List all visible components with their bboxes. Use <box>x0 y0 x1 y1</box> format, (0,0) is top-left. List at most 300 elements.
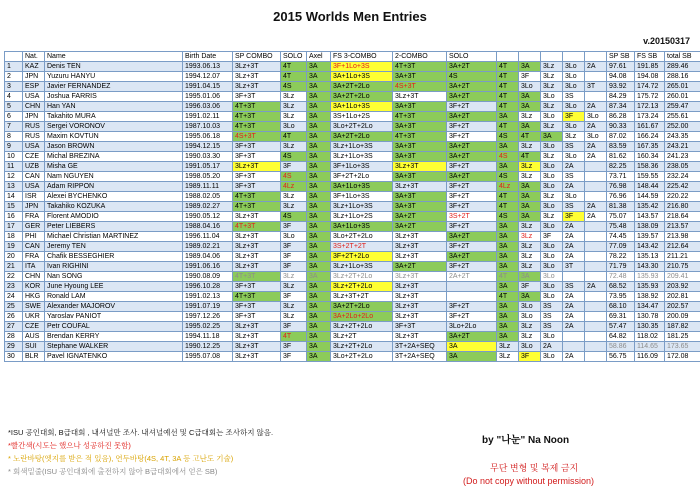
cell-fs-3combo: 3S+2T+2T <box>331 242 393 252</box>
cell-birth: 1991.04.15 <box>183 82 233 92</box>
cell-s3: 3A <box>519 212 541 222</box>
cell-sp-combo: 4T+3T <box>233 292 281 302</box>
cell-fs-sb: 135.42 <box>635 202 665 212</box>
cell-s3: 3Lz <box>519 252 541 262</box>
cell-s6: 3T <box>585 82 607 92</box>
cell-fs-sb: 143.57 <box>635 212 665 222</box>
cell-sp-sb: 97.61 <box>607 62 635 72</box>
cell-s1: 3F+2T <box>447 222 497 232</box>
cell-total-sb: 252.00 <box>665 122 700 132</box>
cell-sp-sb: 81.62 <box>607 152 635 162</box>
cell-birth: 1990.05.12 <box>183 212 233 222</box>
cell-s4: 3Lo <box>541 222 563 232</box>
cell-s2: 3A <box>497 282 519 292</box>
cell-name: Jason BROWN <box>45 142 183 152</box>
cell-axel: 3A <box>307 152 331 162</box>
cell-sp-solo: 3Lz <box>281 312 307 322</box>
cell-s4: 3Lz <box>541 102 563 112</box>
cell-s4: 3Lo <box>541 112 563 122</box>
cell-birth: 1987.10.03 <box>183 122 233 132</box>
cell-s6 <box>585 182 607 192</box>
cell-birth: 1990.08.09 <box>183 272 233 282</box>
cell-name: Javier FERNANDEZ <box>45 82 183 92</box>
cell-total-sb: 243.35 <box>665 132 700 142</box>
cell-sp-solo: 4T <box>281 332 307 342</box>
cell-sp-combo: 3Lz+3T <box>233 252 281 262</box>
cell-nat: CHN <box>23 272 45 282</box>
cell-axel: 3A <box>307 192 331 202</box>
cell-s5: 3F <box>563 212 585 222</box>
cell-fs-sb: 138.92 <box>635 292 665 302</box>
cell-total-sb: 238.05 <box>665 162 700 172</box>
cell-fs-sb: 118.02 <box>635 332 665 342</box>
cell-sp-sb: 57.47 <box>607 322 635 332</box>
cell-s6 <box>585 242 607 252</box>
cell-s2: 3Lz <box>497 342 519 352</box>
cell-sp-combo: 4T+3T <box>233 122 281 132</box>
cell-s3: 3Lz <box>519 222 541 232</box>
cell-no: 9 <box>5 142 23 152</box>
table-row <box>5 152 700 162</box>
cell-s5: 2A <box>563 222 585 232</box>
cell-fs-3combo: 3Lo+2T+2Lo <box>331 352 393 362</box>
cell-s3: 3Lz <box>519 142 541 152</box>
cell-s5: 3Lo <box>563 72 585 82</box>
cell-s4: 3Lo <box>541 262 563 272</box>
cell-sp-solo: 3F <box>281 242 307 252</box>
cell-s3: 3Lz <box>519 112 541 122</box>
cell-axel: 3A <box>307 142 331 152</box>
cell-nat: UZB <box>23 162 45 172</box>
cell-s2: 4T <box>497 72 519 82</box>
table-row <box>5 302 700 312</box>
cell-sp-combo: 4T+3T <box>233 202 281 212</box>
cell-name: Maxim KOVTUN <box>45 132 183 142</box>
cell-s2: 4Lz <box>497 182 519 192</box>
cell-fs-2combo: 3Lz+3T <box>393 272 447 282</box>
cell-s2: 3A <box>497 332 519 342</box>
note-scope: *ISU 공인대회, B급대회 , 내셔널만 조사. 내셔널예선 및 C급대회는 조사하지 않음. <box>8 428 274 437</box>
cell-fs-3combo: 3A+1Lo+3S <box>331 222 393 232</box>
cell-s6 <box>585 322 607 332</box>
cell-s5: 2A <box>563 162 585 172</box>
cell-nat: SWE <box>23 302 45 312</box>
cell-sp-combo: 3Lz+3T <box>233 352 281 362</box>
column-header: Axel <box>307 52 331 62</box>
cell-nat: GER <box>23 222 45 232</box>
table-row <box>5 62 700 72</box>
cell-s5: 3Lo <box>563 192 585 202</box>
cell-total-sb: 216.80 <box>665 202 700 212</box>
cell-fs-2combo: 3A+3T <box>393 102 447 112</box>
cell-nat: BLR <box>23 352 45 362</box>
cell-birth: 1990.12.25 <box>183 342 233 352</box>
cell-no: 1 <box>5 62 23 72</box>
cell-fs-sb: 143.42 <box>635 242 665 252</box>
cell-s3: 3F <box>519 282 541 292</box>
cell-fs-2combo: 3Lz+3T <box>393 332 447 342</box>
cell-sp-sb: 75.48 <box>607 222 635 232</box>
cell-sp-sb: 93.92 <box>607 82 635 92</box>
cell-s5 <box>563 272 585 282</box>
cell-s6: 2A <box>585 102 607 112</box>
cell-name: Michael Christian MARTINEZ <box>45 232 183 242</box>
cell-nat: SUI <box>23 342 45 352</box>
note-gray: * 회색밑줄(ISU 공인대회에 출전하지 않아 B급대회에서 얻은 SB) <box>8 467 218 476</box>
cell-sp-combo: 3F+3T <box>233 172 281 182</box>
cell-sp-sb: 64.82 <box>607 332 635 342</box>
cell-s6 <box>585 312 607 322</box>
cell-s3: 3F <box>519 72 541 82</box>
cell-birth: 1991.02.13 <box>183 292 233 302</box>
cell-s3: 3A <box>519 122 541 132</box>
cell-s4: 3Lo <box>541 292 563 302</box>
cell-axel: 3A <box>307 182 331 192</box>
cell-fs-2combo: 3A+3T <box>393 142 447 152</box>
cell-nat: HKG <box>23 292 45 302</box>
cell-s1: 3F+2T <box>447 192 497 202</box>
column-header: Name <box>45 52 183 62</box>
cell-sp-solo: 4S <box>281 212 307 222</box>
cell-s5: 2A <box>563 292 585 302</box>
cell-total-sb: 202.81 <box>665 292 700 302</box>
cell-sp-combo: 3F+3T <box>233 302 281 312</box>
cell-s1: 3A+2T <box>447 62 497 72</box>
cell-fs-2combo: 3Lz+3T <box>393 162 447 172</box>
cell-s5: 3S <box>563 172 585 182</box>
cell-s5: 2A <box>563 352 585 362</box>
cell-sp-combo: 3Lz+3T <box>233 322 281 332</box>
cell-s3: 3Lo <box>519 342 541 352</box>
cell-fs-3combo: 3Lz+1Lo+3S <box>331 262 393 272</box>
cell-fs-2combo: 3Lz+3T <box>393 282 447 292</box>
cell-s2: 4T <box>497 92 519 102</box>
cell-total-sb: 225.42 <box>665 182 700 192</box>
cell-s3: 3A <box>519 272 541 282</box>
cell-s6: 3Lo <box>585 132 607 142</box>
cell-s4: 2A <box>541 342 563 352</box>
cell-s2: 3A <box>497 142 519 152</box>
cell-s6 <box>585 162 607 172</box>
column-header: SP SB <box>607 52 635 62</box>
cell-s5 <box>563 332 585 342</box>
cell-fs-sb: 172.13 <box>635 102 665 112</box>
cell-sp-sb: 73.71 <box>607 172 635 182</box>
cell-nat: RUS <box>23 122 45 132</box>
cell-fs-3combo: 3S+1Lo+2S <box>331 112 393 122</box>
cell-s1 <box>447 292 497 302</box>
cell-fs-sb: 134.47 <box>635 302 665 312</box>
cell-fs-3combo: 3F+2T+2Lo <box>331 172 393 182</box>
cell-s1: 3F+2T <box>447 102 497 112</box>
column-header: SOLO <box>447 52 497 62</box>
cell-s3: 3A <box>519 292 541 302</box>
cell-s5: 3S <box>563 92 585 102</box>
cell-s3: 3A <box>519 202 541 212</box>
cell-s6 <box>585 292 607 302</box>
cell-s5: 2A <box>563 252 585 262</box>
cell-s2: 4S <box>497 172 519 182</box>
table-row <box>5 272 700 282</box>
cell-total-sb: 202.57 <box>665 302 700 312</box>
cell-s1: 3A <box>447 342 497 352</box>
cell-total-sb: 181.25 <box>665 332 700 342</box>
cell-sp-sb: 87.02 <box>607 132 635 142</box>
cell-s1: 3Lo+2Lo <box>447 322 497 332</box>
cell-sp-solo: 3Lz <box>281 92 307 102</box>
cell-fs-3combo: 3A+1Lo+3S <box>331 102 393 112</box>
cell-s5: 3S <box>563 282 585 292</box>
cell-fs-sb: 173.24 <box>635 112 665 122</box>
cell-no: 19 <box>5 242 23 252</box>
cell-sp-sb: 81.38 <box>607 202 635 212</box>
cell-sp-combo: 4T+3T <box>233 272 281 282</box>
cell-sp-combo: 3F+3T <box>233 282 281 292</box>
cell-name: Nam NGUYEN <box>45 172 183 182</box>
cell-sp-sb: 76.98 <box>607 182 635 192</box>
cell-s4: 3Lo <box>541 252 563 262</box>
cell-no: 15 <box>5 202 23 212</box>
cell-s1: 4S <box>447 72 497 82</box>
cell-sp-solo: 3Lo <box>281 232 307 242</box>
cell-fs-sb: 130.35 <box>635 322 665 332</box>
cell-s4: 3Lo <box>541 282 563 292</box>
cell-sp-solo: 3Lz <box>281 112 307 122</box>
cell-s1: 3A+2T <box>447 232 497 242</box>
cell-axel: 3A <box>307 102 331 112</box>
table-row <box>5 162 700 172</box>
cell-fs-2combo: 3A+3T <box>393 172 447 182</box>
cell-s6 <box>585 302 607 312</box>
cell-no: 3 <box>5 82 23 92</box>
cell-s4: 3Lo <box>541 272 563 282</box>
cell-birth: 1994.11.18 <box>183 332 233 342</box>
cell-name: Michal BREZINA <box>45 152 183 162</box>
cell-sp-sb: 77.09 <box>607 242 635 252</box>
cell-fs-sb: 138.09 <box>635 222 665 232</box>
cell-axel: 3A <box>307 352 331 362</box>
author-byline: by "나눈" Na Noon <box>482 435 570 446</box>
cell-axel: 3A <box>307 212 331 222</box>
cell-sp-solo: 3F <box>281 262 307 272</box>
table-row <box>5 232 700 242</box>
cell-sp-solo: 4T <box>281 62 307 72</box>
cell-sp-sb: 90.33 <box>607 122 635 132</box>
cell-sp-combo: 3F+3T <box>233 142 281 152</box>
cell-sp-solo: 3Lz <box>281 192 307 202</box>
cell-axel: 3A <box>307 162 331 172</box>
cell-fs-sb: 116.09 <box>635 352 665 362</box>
cell-fs-3combo: 3Lo+2T+2Lo <box>331 122 393 132</box>
column-header: FS 3-COMBO <box>331 52 393 62</box>
cell-total-sb: 203.92 <box>665 282 700 292</box>
cell-s3: 3A <box>519 92 541 102</box>
cell-no: 14 <box>5 192 23 202</box>
cell-s3: 3Lo <box>519 82 541 92</box>
cell-fs-3combo: 3A+2T+2Lo <box>331 82 393 92</box>
cell-s6 <box>585 262 607 272</box>
cell-fs-sb: 159.55 <box>635 172 665 182</box>
cell-s2: 3A <box>497 112 519 122</box>
cell-s3: 3Lz <box>519 332 541 342</box>
cell-no: 25 <box>5 302 23 312</box>
cell-fs-3combo: 3Lz+1Lo+3S <box>331 152 393 162</box>
cell-birth: 1989.11.11 <box>183 182 233 192</box>
cell-s4: 3Lo <box>541 182 563 192</box>
cell-s5: 3Lo <box>563 82 585 92</box>
cell-birth: 1988.04.16 <box>183 222 233 232</box>
cell-no: 26 <box>5 312 23 322</box>
cell-s2: 3A <box>497 232 519 242</box>
column-header: 2-COMBO <box>393 52 447 62</box>
cell-name: Alexander MAJOROV <box>45 302 183 312</box>
cell-sp-sb: 84.29 <box>607 92 635 102</box>
column-header: SOLO <box>281 52 307 62</box>
cell-sp-solo: 3Lz <box>281 282 307 292</box>
cell-sp-solo: 3F <box>281 292 307 302</box>
cell-axel: 3A <box>307 232 331 242</box>
entries-table <box>4 51 700 362</box>
table-row <box>5 182 700 192</box>
cell-no: 6 <box>5 112 23 122</box>
cell-total-sb: 220.22 <box>665 192 700 202</box>
table-row <box>5 92 700 102</box>
cell-birth: 1991.06.16 <box>183 262 233 272</box>
column-header: total SB <box>665 52 700 62</box>
cell-s4: 3Lo <box>541 202 563 212</box>
cell-sp-sb: 82.25 <box>607 162 635 172</box>
column-header: Nat. <box>23 52 45 62</box>
cell-s3: 3A <box>519 182 541 192</box>
cell-s1: 3A+2T <box>447 152 497 162</box>
cell-fs-2combo: 3F+3T <box>393 322 447 332</box>
cell-fs-2combo: 3Lz+3T <box>393 232 447 242</box>
cell-name: Denis TEN <box>45 62 183 72</box>
cell-s5: 2A <box>563 242 585 252</box>
cell-s4: 3Lz <box>541 212 563 222</box>
cell-s4: 3Lo <box>541 92 563 102</box>
cell-axel: 3A <box>307 172 331 182</box>
cell-fs-3combo: 3Lo+2T+2Lo <box>331 232 393 242</box>
cell-no: 20 <box>5 252 23 262</box>
cell-sp-sb: 69.31 <box>607 312 635 322</box>
cell-birth: 1989.02.27 <box>183 202 233 212</box>
cell-s1: 3S+2T <box>447 212 497 222</box>
cell-s6 <box>585 92 607 102</box>
cell-fs-3combo: 3Lz+1Lo+3S <box>331 142 393 152</box>
cell-axel: 3A <box>307 62 331 72</box>
cell-total-sb: 260.01 <box>665 92 700 102</box>
cell-sp-solo: 4Lz <box>281 182 307 192</box>
cell-total-sb: 173.65 <box>665 342 700 352</box>
cell-total-sb: 243.21 <box>665 142 700 152</box>
cell-s2: 3A <box>497 322 519 332</box>
cell-fs-3combo: 3Lz+3T+2T <box>331 292 393 302</box>
cell-s4: 3S <box>541 302 563 312</box>
cell-s5: 2A <box>563 322 585 332</box>
table-row <box>5 172 700 182</box>
cell-nat: PHI <box>23 232 45 242</box>
cell-sp-combo: 3Lz+3T <box>233 212 281 222</box>
cell-name: June Hyoung LEE <box>45 282 183 292</box>
cell-s2: 4T <box>497 102 519 112</box>
column-header: FS SB <box>635 52 665 62</box>
cell-axel: 3A <box>307 82 331 92</box>
cell-s3: 3Lz <box>519 162 541 172</box>
cell-fs-2combo: 3Lz+3T <box>393 292 447 302</box>
table-row <box>5 132 700 142</box>
cell-fs-2combo: 3Lz+3T <box>393 312 447 322</box>
table-row <box>5 342 700 352</box>
cell-birth: 1996.10.28 <box>183 282 233 292</box>
cell-sp-combo: 3F+3T <box>233 182 281 192</box>
table-row <box>5 202 700 212</box>
cell-s6 <box>585 222 607 232</box>
cell-name: Brendan KERRY <box>45 332 183 342</box>
cell-s6 <box>585 172 607 182</box>
cell-axel: 3A <box>307 202 331 212</box>
cell-no: 30 <box>5 352 23 362</box>
cell-fs-sb: 135.13 <box>635 252 665 262</box>
cell-sp-combo: 3Lz+3T <box>233 82 281 92</box>
cell-sp-sb: 73.95 <box>607 292 635 302</box>
cell-sp-combo: 3F+3T <box>233 152 281 162</box>
cell-s3: 3Lz <box>519 262 541 272</box>
cell-s5: 2A <box>563 302 585 312</box>
cell-s6: 2A <box>585 282 607 292</box>
cell-nat: CZE <box>23 322 45 332</box>
cell-fs-sb: 175.72 <box>635 92 665 102</box>
cell-fs-sb: 135.93 <box>635 272 665 282</box>
column-header <box>585 52 607 62</box>
column-header <box>519 52 541 62</box>
cell-total-sb: 211.21 <box>665 252 700 262</box>
cell-fs-3combo: 3Lz+2T+2Lo <box>331 342 393 352</box>
cell-no: 24 <box>5 292 23 302</box>
cell-fs-3combo: 3A+2T+2Lo <box>331 92 393 102</box>
cell-fs-sb: 143.30 <box>635 262 665 272</box>
cell-no: 16 <box>5 212 23 222</box>
cell-sp-combo: 3F+3T <box>233 312 281 322</box>
cell-s4: 3Lo <box>541 142 563 152</box>
table-row <box>5 322 700 332</box>
cell-total-sb: 289.46 <box>665 62 700 72</box>
cell-fs-2combo: 3Lz+3T <box>393 242 447 252</box>
cell-name: Yaroslav PANIOT <box>45 312 183 322</box>
cell-s6 <box>585 192 607 202</box>
cell-s4: 3Lz <box>541 122 563 132</box>
cell-sp-sb: 94.08 <box>607 72 635 82</box>
cell-no: 11 <box>5 162 23 172</box>
cell-fs-sb: 114.65 <box>635 342 665 352</box>
cell-fs-sb: 161.67 <box>635 122 665 132</box>
cell-sp-sb: 68.10 <box>607 302 635 312</box>
cell-nat: FRA <box>23 212 45 222</box>
cell-s1: 3A+2T <box>447 112 497 122</box>
cell-sp-sb: 68.52 <box>607 282 635 292</box>
cell-s6: 2A <box>585 122 607 132</box>
cell-birth: 1995.01.06 <box>183 92 233 102</box>
cell-axel: 3A <box>307 242 331 252</box>
cell-s6: 2A <box>585 142 607 152</box>
cell-s1: 3F+2T <box>447 302 497 312</box>
cell-birth: 1996.11.04 <box>183 232 233 242</box>
cell-s2: 4T <box>497 292 519 302</box>
cell-fs-3combo: 3F+1Lo+3S <box>331 192 393 202</box>
cell-fs-3combo: 3Lz+2T+2Lo <box>331 322 393 332</box>
cell-fs-sb: 135.93 <box>635 282 665 292</box>
cell-s6 <box>585 72 607 82</box>
